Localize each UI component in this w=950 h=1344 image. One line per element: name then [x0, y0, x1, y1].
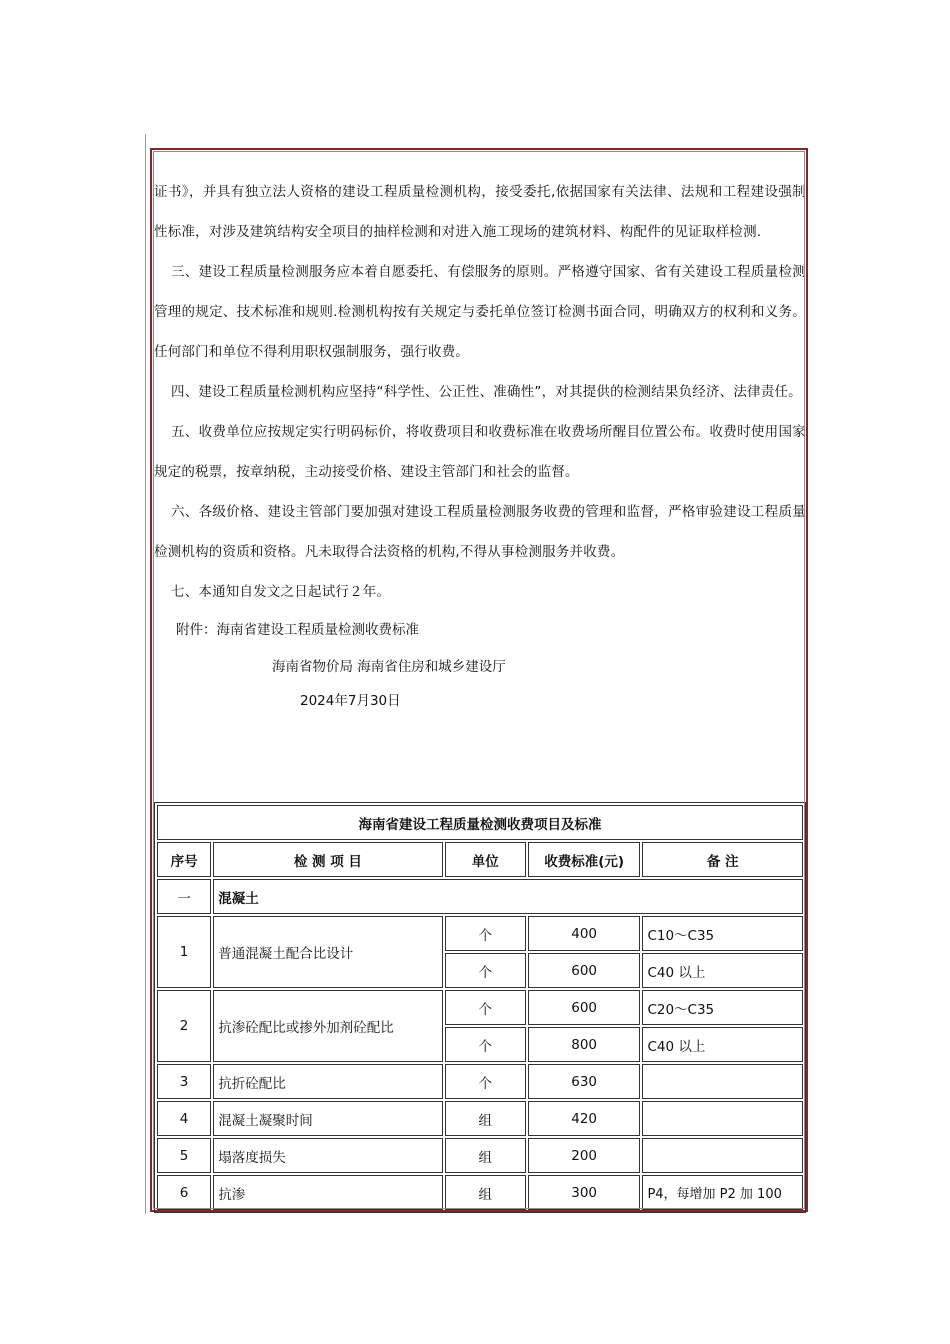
- issue-date: 2024年7月30日: [300, 693, 401, 709]
- row-fee: 600: [528, 990, 641, 1025]
- row-note: C40 以上: [642, 953, 803, 988]
- left-margin-rule: [145, 134, 146, 1214]
- row-unit: 个: [445, 953, 526, 988]
- table-row: [157, 1138, 803, 1173]
- paragraph-four: 四、建设工程质量检测机构应坚持“科学性、公正性、准确性”，对其提供的检测结果负经济、法律责任。: [171, 384, 802, 400]
- row-item: 混凝土凝聚时间: [213, 1101, 442, 1136]
- row-seq: 1: [157, 916, 211, 988]
- document-frame: [150, 148, 808, 1212]
- table-row: [157, 1101, 803, 1136]
- header-seq: 序号: [157, 842, 211, 877]
- row-note: [642, 1138, 803, 1173]
- paragraph-five: 五、收费单位应按规定实行明码标价，将收费项目和收费标准在收费场所醒目位置公布。收费时使用国家规定的税票，按章纳税，主动接受价格、建设主管部门和社会的监督。: [154, 424, 806, 480]
- row-fee: 300: [528, 1175, 641, 1210]
- table-title-row: [157, 805, 803, 840]
- paragraph-six: 六、各级价格、建设主管部门要加强对建设工程质量检测服务收费的管理和监督，严格审验建设工程质量检测机构的资质和资格。凡未取得合法资格的机构,不得从事检测服务并收费。: [154, 504, 806, 560]
- row-unit: 个: [445, 1064, 526, 1099]
- table-row: [157, 990, 803, 1025]
- paragraph-seven: 七、本通知自发文之日起试行２年。: [171, 584, 391, 600]
- row-fee: 800: [528, 1027, 641, 1062]
- row-seq: 3: [157, 1064, 211, 1099]
- row-note: C20～C35: [642, 990, 803, 1025]
- row-unit: 个: [445, 916, 526, 951]
- row-fee: 200: [528, 1138, 641, 1173]
- row-note: [642, 1064, 803, 1099]
- row-fee: 600: [528, 953, 641, 988]
- row-note: P4，每增加 P2 加 100: [642, 1175, 803, 1210]
- notice-body: [154, 172, 806, 716]
- section-name: 混凝土: [213, 879, 803, 914]
- row-unit: 组: [445, 1175, 526, 1210]
- row-fee: 420: [528, 1101, 641, 1136]
- header-note: 备 注: [642, 842, 803, 877]
- row-seq: 6: [157, 1175, 211, 1210]
- row-unit: 个: [445, 1027, 526, 1062]
- row-seq: 2: [157, 990, 211, 1062]
- table-row: [157, 1064, 803, 1099]
- header-item: 检 测 项 目: [213, 842, 442, 877]
- row-seq: 4: [157, 1101, 211, 1136]
- row-fee: 400: [528, 916, 641, 951]
- table-title: 海南省建设工程质量检测收费项目及标准: [157, 805, 803, 840]
- row-item: 塌落度损失: [213, 1138, 442, 1173]
- header-fee: 收费标准(元): [528, 842, 641, 877]
- row-item: 普通混凝土配合比设计: [213, 916, 442, 988]
- row-item: 抗渗: [213, 1175, 442, 1210]
- paragraph-certificate: 证书》，并具有独立法人资格的建设工程质量检测机构，接受委托,依据国家有关法律、法规和工程建设强制性标准，对涉及建筑结构安全项目的抽样检测和对进入施工现场的建筑材料、构配件的见证取样检测.: [154, 184, 806, 240]
- row-note: [642, 1101, 803, 1136]
- table-header-row: [157, 842, 803, 877]
- row-item: 抗渗砼配比或掺外加剂砼配比: [213, 990, 442, 1062]
- row-item: 抗折砼配比: [213, 1064, 442, 1099]
- row-note: C40 以上: [642, 1027, 803, 1062]
- attachment-line: 附件：海南省建设工程质量检测收费标准: [176, 622, 419, 638]
- section-seq: 一: [157, 879, 211, 914]
- header-unit: 单位: [445, 842, 526, 877]
- signatories: 海南省物价局 海南省住房和城乡建设厅: [272, 659, 506, 675]
- table-row: [157, 916, 803, 951]
- row-note: C10～C35: [642, 916, 803, 951]
- row-seq: 5: [157, 1138, 211, 1173]
- row-unit: 组: [445, 1138, 526, 1173]
- row-fee: 630: [528, 1064, 641, 1099]
- row-unit: 个: [445, 990, 526, 1025]
- paragraph-three: 三、建设工程质量检测服务应本着自愿委托、有偿服务的原则。严格遵守国家、省有关建设工程质量检测管理的规定、技术标准和规则.检测机构按有关规定与委托单位签订检测书面合同，明确双方的权利和义务。任何部门和单位不得利用职权强制服务，强行收费。: [154, 264, 806, 360]
- row-unit: 组: [445, 1101, 526, 1136]
- section-row: [157, 879, 803, 914]
- fee-table: [154, 802, 806, 1213]
- table-row: [157, 1175, 803, 1210]
